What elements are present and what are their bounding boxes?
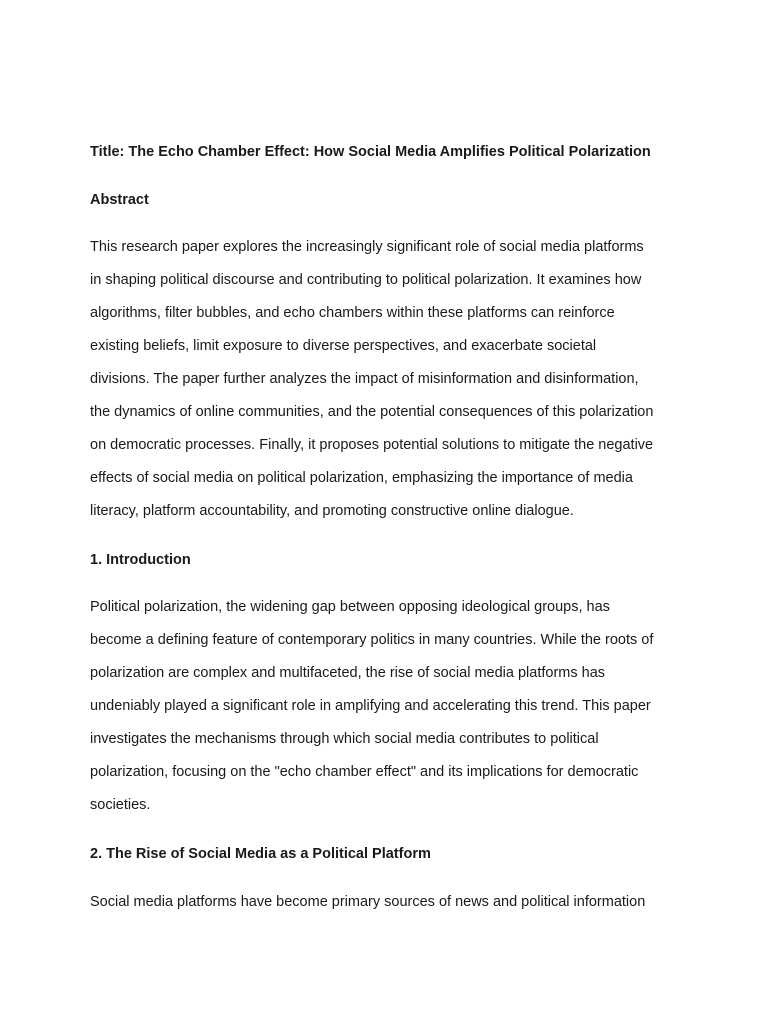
section-1-line: become a defining feature of contemporary politics in many countries. While the roots of bbox=[90, 632, 654, 648]
section-1-heading: 1. Introduction bbox=[90, 552, 191, 568]
section-1-line: undeniably played a significant role in amplifying and accelerating this trend. This paper bbox=[90, 698, 651, 714]
abstract-line: This research paper explores the increasingly significant role of social media platforms bbox=[90, 239, 644, 255]
section-1-line: polarization, focusing on the "echo chamber effect" and its implications for democratic bbox=[90, 764, 639, 780]
section-1-line: Political polarization, the widening gap between opposing ideological groups, has bbox=[90, 599, 610, 615]
abstract-line: divisions. The paper further analyzes the impact of misinformation and disinformation, bbox=[90, 371, 639, 387]
section-2-line: Social media platforms have become primary sources of news and political information bbox=[90, 894, 646, 910]
abstract-line: effects of social media on political polarization, emphasizing the importance of media bbox=[90, 470, 633, 486]
section-1-paragraph bbox=[90, 591, 653, 822]
abstract-paragraph bbox=[90, 231, 653, 528]
abstract-line: literacy, platform accountability, and promoting constructive online dialogue. bbox=[90, 503, 574, 519]
abstract-line: on democratic processes. Finally, it proposes potential solutions to mitigate the negative bbox=[90, 437, 654, 453]
section-1-line: investigates the mechanisms through which social media contributes to political bbox=[90, 731, 599, 747]
abstract-line: algorithms, filter bubbles, and echo chambers within these platforms can reinforce bbox=[90, 305, 615, 321]
section-2-paragraph bbox=[90, 886, 645, 919]
section-2-heading: 2. The Rise of Social Media as a Political Platform bbox=[90, 846, 431, 862]
section-1-line: polarization are complex and multifaceted, the rise of social media platforms has bbox=[90, 665, 606, 681]
abstract-line: the dynamics of online communities, and the potential consequences of this polarization bbox=[90, 404, 654, 420]
abstract-line: existing beliefs, limit exposure to diverse perspectives, and exacerbate societal bbox=[90, 338, 597, 354]
abstract-heading: Abstract bbox=[90, 192, 149, 208]
section-1-line: societies. bbox=[90, 797, 151, 813]
document-title: Title: The Echo Chamber Effect: How Social Media Amplifies Political Polarization bbox=[90, 144, 651, 160]
abstract-line: in shaping political discourse and contributing to political polarization. It examines how bbox=[90, 272, 642, 288]
